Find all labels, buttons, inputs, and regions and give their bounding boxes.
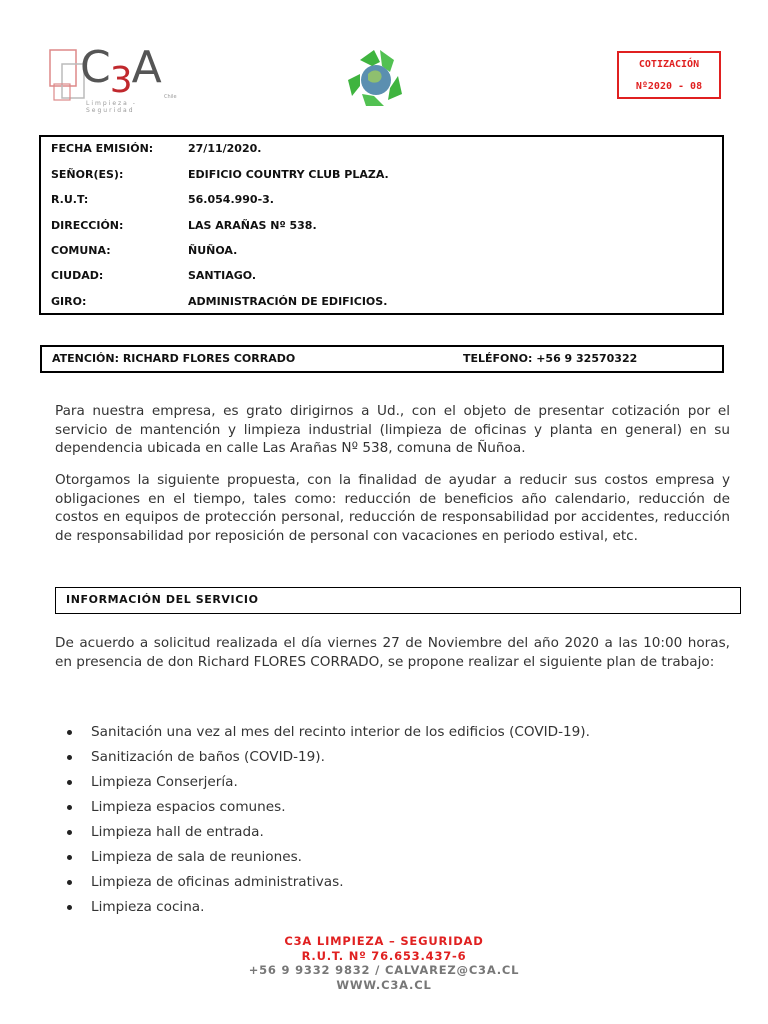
- section-title: INFORMACIÓN DEL SERVICIO: [66, 593, 259, 606]
- attention-phone: TELÉFONO: +56 9 32570322: [463, 352, 638, 365]
- request-paragraph: De acuerdo a solicitud realizada el día viernes 27 de Noviembre del año 2020 a las 10:00 horas, en presencia de don Richard FLORES CORRADO, se propone realizar el siguiente plan de trabajo:: [55, 635, 730, 670]
- list-item: Limpieza de oficinas administrativas.: [55, 873, 590, 898]
- info-value: 27/11/2020.: [188, 142, 262, 155]
- bullet-icon: [67, 855, 72, 860]
- proposal-paragraph: Otorgamos la siguiente propuesta, con la finalidad de ayudar a reducir sus costos empresa y obligaciones en el tiempo, tales como: reducción de beneficios año calendario, reducción de costos en equipos de protección personal, reducción de responsabilidad por accidentes, reducción de responsabilidad por reposición de personal con vacaciones en periodo estival, etc.: [55, 472, 730, 544]
- info-value: SANTIAGO.: [188, 269, 257, 282]
- footer-company: C3A LIMPIEZA – SEGURIDAD: [284, 934, 484, 948]
- info-label: COMUNA:: [51, 244, 111, 257]
- info-value: ÑUÑOA.: [188, 244, 238, 257]
- info-value: ADMINISTRACIÓN DE EDIFICIOS.: [188, 295, 388, 308]
- info-value: EDIFICIO COUNTRY CLUB PLAZA.: [188, 168, 389, 181]
- section-title-box: [55, 587, 741, 614]
- quote-number: Nº2020 - 08: [635, 81, 703, 92]
- bullet-icon: [67, 805, 72, 810]
- info-value: 56.054.990-3.: [188, 193, 274, 206]
- list-item: Limpieza espacios comunes.: [55, 798, 590, 823]
- logo-wordmark: $C_3A$: [80, 42, 161, 101]
- bullet-icon: [67, 880, 72, 885]
- footer-website: WWW.C3A.CL: [336, 978, 432, 992]
- info-label: FECHA EMISIÓN:: [51, 142, 154, 155]
- logo-subtitle: Limpieza - Seguridad: [86, 100, 137, 114]
- intro-paragraph: Para nuestra empresa, es grato dirigirnos a Ud., con el objeto de presentar cotización por el servicio de mantención y limpieza industrial (limpieza de oficinas y planta en general) en su dependencia ubicada en calle Las Arañas Nº 538, comuna de Ñuñoa.: [55, 403, 730, 456]
- list-item: Limpieza hall de entrada.: [55, 823, 590, 848]
- info-label: DIRECCIÓN:: [51, 219, 124, 232]
- bullet-icon: [67, 755, 72, 760]
- footer-contact: +56 9 9332 9832 / CALVAREZ@C3A.CL: [248, 963, 520, 977]
- list-item: Limpieza cocina.: [55, 898, 590, 923]
- service-plan-list: [55, 723, 590, 923]
- bullet-icon: [67, 730, 72, 735]
- list-item: Limpieza de sala de reuniones.: [55, 848, 590, 873]
- recycle-globe-icon: [340, 46, 412, 112]
- list-item: Sanitación una vez al mes del recinto interior de los edificios (COVID-19).: [55, 723, 590, 748]
- attention-box: [40, 345, 724, 373]
- quote-label: COTIZACIÓN: [638, 59, 700, 70]
- info-label: SEÑOR(ES):: [51, 168, 124, 181]
- bullet-icon: [67, 780, 72, 785]
- info-label: CIUDAD:: [51, 269, 104, 282]
- quote-number-box: [617, 51, 721, 99]
- client-info-table: [39, 135, 724, 315]
- info-value: LAS ARAÑAS Nº 538.: [188, 219, 317, 232]
- logo-country: Chile: [164, 94, 177, 100]
- list-item: Limpieza Conserjería.: [55, 773, 590, 798]
- footer-rut: R.U.T. Nº 76.653.437-6: [301, 949, 467, 963]
- attention-contact: ATENCIÓN: RICHARD FLORES CORRADO: [52, 352, 296, 365]
- info-label: GIRO:: [51, 295, 87, 308]
- bullet-icon: [67, 830, 72, 835]
- info-label: R.U.T:: [51, 193, 89, 206]
- company-logo: [40, 42, 180, 114]
- bullet-icon: [67, 905, 72, 910]
- list-item: Sanitización de baños (COVID-19).: [55, 748, 590, 773]
